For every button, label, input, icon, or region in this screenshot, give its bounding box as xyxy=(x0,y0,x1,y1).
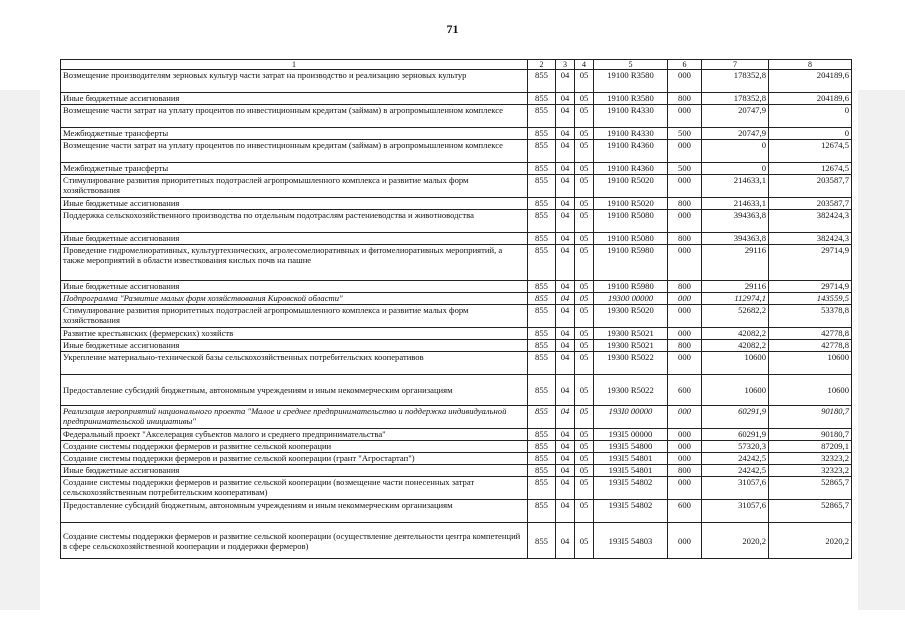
row-amount-2: 2020,2 xyxy=(769,523,852,559)
row-code: 855 xyxy=(528,406,556,429)
row-amount-2: 204189,6 xyxy=(769,93,852,105)
row-code: 855 xyxy=(528,210,556,233)
row-name: Проведение гидромелиоративных, культуртехнических, агролесомелиоративных и фитомелиоративных мероприятий, а также мероприятий в области известкования кислых почв на пашне xyxy=(61,245,528,281)
row-target: 193I5 54802 xyxy=(594,477,668,500)
row-section: 04 xyxy=(556,281,575,293)
row-subsection: 05 xyxy=(575,523,594,559)
row-section: 04 xyxy=(556,429,575,441)
row-name: Укрепление материально-технической базы сельскохозяйственных потребительских кооперативов xyxy=(61,352,528,375)
row-type: 500 xyxy=(668,163,702,175)
table-row xyxy=(61,105,852,128)
table-row xyxy=(61,375,852,406)
row-amount-1: 178352,8 xyxy=(702,70,769,93)
row-name: Создание системы поддержки фермеров и развитие сельской кооперации (осуществление деятельности центра компетенций в сфере сельскохозяйственной кооперации и поддержки фермеров) xyxy=(61,523,528,559)
row-target: 19100 R4330 xyxy=(594,105,668,128)
table-row xyxy=(61,453,852,465)
row-type: 000 xyxy=(668,140,702,163)
row-subsection: 05 xyxy=(575,175,594,198)
row-name: Иные бюджетные ассигнования xyxy=(61,281,528,293)
row-subsection: 05 xyxy=(575,429,594,441)
row-amount-2: 143559,5 xyxy=(769,293,852,305)
row-target: 19100 R4330 xyxy=(594,128,668,140)
row-subsection: 05 xyxy=(575,305,594,328)
row-amount-1: 10600 xyxy=(702,375,769,406)
row-amount-1: 60291,9 xyxy=(702,429,769,441)
row-target: 19100 R3580 xyxy=(594,93,668,105)
row-name: Возмещение части затрат на уплату процентов по инвестиционным кредитам (займам) в агропромышленном комплексе xyxy=(61,140,528,163)
row-section: 04 xyxy=(556,375,575,406)
row-section: 04 xyxy=(556,140,575,163)
table-row xyxy=(61,328,852,340)
row-type: 800 xyxy=(668,465,702,477)
row-target: 19100 R5020 xyxy=(594,175,668,198)
row-code: 855 xyxy=(528,198,556,210)
row-amount-1: 42082,2 xyxy=(702,340,769,352)
row-code: 855 xyxy=(528,245,556,281)
table-row xyxy=(61,429,852,441)
row-amount-2: 10600 xyxy=(769,375,852,406)
row-name: Стимулирование развития приоритетных подотраслей агропромышленного комплекса и развитие малых форм хозяйствования xyxy=(61,175,528,198)
row-amount-1: 24242,5 xyxy=(702,465,769,477)
row-section: 04 xyxy=(556,453,575,465)
row-name: Подпрограмма "Развитие малых форм хозяйствования Кировской области" xyxy=(61,293,528,305)
row-name: Межбюджетные трансферты xyxy=(61,128,528,140)
row-amount-1: 24242,5 xyxy=(702,453,769,465)
row-subsection: 05 xyxy=(575,441,594,453)
row-type: 000 xyxy=(668,352,702,375)
row-type: 000 xyxy=(668,305,702,328)
row-amount-1: 29116 xyxy=(702,245,769,281)
row-code: 855 xyxy=(528,523,556,559)
row-subsection: 05 xyxy=(575,210,594,233)
table-row xyxy=(61,305,852,328)
row-amount-2: 87209,1 xyxy=(769,441,852,453)
table-row xyxy=(61,175,852,198)
row-section: 04 xyxy=(556,163,575,175)
row-name: Иные бюджетные ассигнования xyxy=(61,465,528,477)
column-header: 5 xyxy=(594,60,668,70)
row-section: 04 xyxy=(556,340,575,352)
row-section: 04 xyxy=(556,465,575,477)
row-type: 000 xyxy=(668,441,702,453)
row-target: 19100 R5080 xyxy=(594,210,668,233)
table-row xyxy=(61,163,852,175)
row-subsection: 05 xyxy=(575,281,594,293)
row-amount-1: 52682,2 xyxy=(702,305,769,328)
row-amount-2: 32323,2 xyxy=(769,465,852,477)
row-code: 855 xyxy=(528,281,556,293)
row-code: 855 xyxy=(528,140,556,163)
table-row xyxy=(61,70,852,93)
row-section: 04 xyxy=(556,441,575,453)
row-amount-2: 203587,7 xyxy=(769,175,852,198)
row-amount-1: 394363,8 xyxy=(702,210,769,233)
row-target: 193I5 54801 xyxy=(594,453,668,465)
row-subsection: 05 xyxy=(575,128,594,140)
row-code: 855 xyxy=(528,163,556,175)
row-target: 193I5 54802 xyxy=(594,500,668,523)
row-code: 855 xyxy=(528,233,556,245)
row-name: Предоставление субсидий бюджетным, автономным учреждениям и иным некоммерческим организациям xyxy=(61,500,528,523)
row-amount-2: 204189,6 xyxy=(769,70,852,93)
row-target: 193I5 54800 xyxy=(594,441,668,453)
row-section: 04 xyxy=(556,293,575,305)
row-name: Возмещение части затрат на уплату процентов по инвестиционным кредитам (займам) в агропромышленном комплексе xyxy=(61,105,528,128)
row-amount-1: 0 xyxy=(702,163,769,175)
row-subsection: 05 xyxy=(575,198,594,210)
row-name: Развитие крестьянских (фермерских) хозяйств xyxy=(61,328,528,340)
column-header: 7 xyxy=(702,60,769,70)
table-header-row xyxy=(61,60,852,70)
row-amount-2: 53378,8 xyxy=(769,305,852,328)
row-name: Поддержка сельскохозяйственного производства по отдельным подотраслям растениеводства и животноводства xyxy=(61,210,528,233)
table-row xyxy=(61,441,852,453)
row-amount-1: 214633,1 xyxy=(702,198,769,210)
table-row xyxy=(61,128,852,140)
row-amount-1: 214633,1 xyxy=(702,175,769,198)
table-row xyxy=(61,198,852,210)
row-type: 800 xyxy=(668,281,702,293)
table-row xyxy=(61,281,852,293)
row-amount-2: 42778,8 xyxy=(769,340,852,352)
row-code: 855 xyxy=(528,429,556,441)
row-type: 000 xyxy=(668,477,702,500)
row-section: 04 xyxy=(556,175,575,198)
row-amount-2: 203587,7 xyxy=(769,198,852,210)
row-section: 04 xyxy=(556,233,575,245)
row-subsection: 05 xyxy=(575,233,594,245)
row-name: Иные бюджетные ассигнования xyxy=(61,93,528,105)
table-row xyxy=(61,352,852,375)
row-code: 855 xyxy=(528,105,556,128)
row-type: 000 xyxy=(668,210,702,233)
row-subsection: 05 xyxy=(575,328,594,340)
row-code: 855 xyxy=(528,477,556,500)
row-name: Иные бюджетные ассигнования xyxy=(61,340,528,352)
row-name: Реализация мероприятий национального проекта "Малое и среднее предпринимательство и поддержка индивидуальной предпринимательской инициативы" xyxy=(61,406,528,429)
row-section: 04 xyxy=(556,93,575,105)
row-amount-2: 10600 xyxy=(769,352,852,375)
row-subsection: 05 xyxy=(575,70,594,93)
row-amount-2: 12674,5 xyxy=(769,140,852,163)
row-type: 000 xyxy=(668,523,702,559)
row-target: 193I5 54803 xyxy=(594,523,668,559)
column-header: 6 xyxy=(668,60,702,70)
row-name: Иные бюджетные ассигнования xyxy=(61,233,528,245)
row-target: 193I0 00000 xyxy=(594,406,668,429)
row-subsection: 05 xyxy=(575,163,594,175)
row-amount-2: 42778,8 xyxy=(769,328,852,340)
row-code: 855 xyxy=(528,340,556,352)
row-name: Федеральный проект "Акселерация субъектов малого и среднего предпринимательства" xyxy=(61,429,528,441)
row-amount-2: 382424,3 xyxy=(769,210,852,233)
row-section: 04 xyxy=(556,477,575,500)
scan-noise-right xyxy=(858,90,905,610)
table-row xyxy=(61,245,852,281)
row-name: Стимулирование развития приоритетных подотраслей агропромышленного комплекса и развитие малых форм хозяйствования xyxy=(61,305,528,328)
row-type: 000 xyxy=(668,245,702,281)
row-amount-2: 90180,7 xyxy=(769,406,852,429)
row-target: 19300 R5021 xyxy=(594,340,668,352)
row-subsection: 05 xyxy=(575,406,594,429)
row-amount-1: 10600 xyxy=(702,352,769,375)
row-code: 855 xyxy=(528,70,556,93)
table-row xyxy=(61,465,852,477)
row-amount-1: 20747,9 xyxy=(702,128,769,140)
row-section: 04 xyxy=(556,105,575,128)
row-target: 19100 R5020 xyxy=(594,198,668,210)
table-row xyxy=(61,210,852,233)
row-code: 855 xyxy=(528,128,556,140)
row-subsection: 05 xyxy=(575,340,594,352)
table-row xyxy=(61,93,852,105)
row-code: 855 xyxy=(528,305,556,328)
row-type: 800 xyxy=(668,93,702,105)
row-section: 04 xyxy=(556,500,575,523)
row-type: 000 xyxy=(668,406,702,429)
row-code: 855 xyxy=(528,375,556,406)
row-amount-1: 178352,8 xyxy=(702,93,769,105)
row-section: 04 xyxy=(556,352,575,375)
table-row xyxy=(61,140,852,163)
column-header: 2 xyxy=(528,60,556,70)
row-section: 04 xyxy=(556,245,575,281)
row-section: 04 xyxy=(556,523,575,559)
budget-table xyxy=(60,59,852,559)
row-code: 855 xyxy=(528,352,556,375)
row-subsection: 05 xyxy=(575,453,594,465)
row-type: 000 xyxy=(668,328,702,340)
row-amount-1: 31057,6 xyxy=(702,500,769,523)
scan-noise-left xyxy=(0,90,40,610)
row-target: 19300 00000 xyxy=(594,293,668,305)
row-section: 04 xyxy=(556,305,575,328)
column-header: 8 xyxy=(769,60,852,70)
row-amount-1: 42082,2 xyxy=(702,328,769,340)
row-code: 855 xyxy=(528,453,556,465)
row-amount-2: 29714,9 xyxy=(769,245,852,281)
row-amount-2: 52865,7 xyxy=(769,500,852,523)
row-target: 19100 R4360 xyxy=(594,140,668,163)
table-row xyxy=(61,477,852,500)
row-amount-1: 60291,9 xyxy=(702,406,769,429)
row-code: 855 xyxy=(528,293,556,305)
row-name: Создание системы поддержки фермеров и развитие сельской кооперации xyxy=(61,441,528,453)
row-section: 04 xyxy=(556,70,575,93)
row-amount-2: 0 xyxy=(769,105,852,128)
row-amount-2: 32323,2 xyxy=(769,453,852,465)
row-type: 000 xyxy=(668,175,702,198)
row-amount-2: 382424,3 xyxy=(769,233,852,245)
table-row-subprogram xyxy=(61,293,852,305)
row-subsection: 05 xyxy=(575,293,594,305)
table-row-national-project xyxy=(61,406,852,429)
table-row xyxy=(61,523,852,559)
row-section: 04 xyxy=(556,198,575,210)
page-number: 71 xyxy=(446,22,459,36)
row-type: 800 xyxy=(668,340,702,352)
row-name: Иные бюджетные ассигнования xyxy=(61,198,528,210)
row-code: 855 xyxy=(528,328,556,340)
row-subsection: 05 xyxy=(575,140,594,163)
row-subsection: 05 xyxy=(575,465,594,477)
row-amount-1: 394363,8 xyxy=(702,233,769,245)
row-code: 855 xyxy=(528,500,556,523)
row-target: 19300 R5021 xyxy=(594,328,668,340)
row-subsection: 05 xyxy=(575,477,594,500)
row-target: 19300 R5022 xyxy=(594,352,668,375)
column-header: 3 xyxy=(556,60,575,70)
row-type: 000 xyxy=(668,105,702,128)
row-amount-1: 20747,9 xyxy=(702,105,769,128)
row-name: Возмещение производителям зерновых культур части затрат на производство и реализацию зерновых культур xyxy=(61,70,528,93)
row-section: 04 xyxy=(556,210,575,233)
row-section: 04 xyxy=(556,328,575,340)
row-amount-2: 52865,7 xyxy=(769,477,852,500)
row-name: Создание системы поддержки фермеров и развитие сельской кооперации (возмещение части понесенных затрат сельскохозяйственным потребительским кооперативам) xyxy=(61,477,528,500)
row-subsection: 05 xyxy=(575,500,594,523)
row-target: 19100 R4360 xyxy=(594,163,668,175)
row-type: 000 xyxy=(668,70,702,93)
row-name: Создание системы поддержки фермеров и развитие сельской кооперации (грант "Агростартап") xyxy=(61,453,528,465)
row-name: Предоставление субсидий бюджетным, автономным учреждениям и иным некоммерческим организациям xyxy=(61,375,528,406)
row-amount-1: 2020,2 xyxy=(702,523,769,559)
row-section: 04 xyxy=(556,128,575,140)
row-amount-2: 90180,7 xyxy=(769,429,852,441)
row-type: 500 xyxy=(668,128,702,140)
row-type: 600 xyxy=(668,500,702,523)
row-target: 19100 R5080 xyxy=(594,233,668,245)
row-type: 000 xyxy=(668,293,702,305)
row-subsection: 05 xyxy=(575,352,594,375)
row-code: 855 xyxy=(528,175,556,198)
row-subsection: 05 xyxy=(575,245,594,281)
row-target: 193I5 00000 xyxy=(594,429,668,441)
row-amount-1: 29116 xyxy=(702,281,769,293)
row-amount-1: 0 xyxy=(702,140,769,163)
row-target: 19300 R5022 xyxy=(594,375,668,406)
row-subsection: 05 xyxy=(575,105,594,128)
row-type: 600 xyxy=(668,375,702,406)
table-row xyxy=(61,340,852,352)
row-code: 855 xyxy=(528,441,556,453)
table-row xyxy=(61,500,852,523)
row-amount-2: 29714,9 xyxy=(769,281,852,293)
row-target: 193I5 54801 xyxy=(594,465,668,477)
row-target: 19100 R3580 xyxy=(594,70,668,93)
row-amount-1: 57320,3 xyxy=(702,441,769,453)
row-amount-2: 0 xyxy=(769,128,852,140)
table-row xyxy=(61,233,852,245)
row-amount-1: 112974,1 xyxy=(702,293,769,305)
row-amount-2: 12674,5 xyxy=(769,163,852,175)
row-type: 800 xyxy=(668,233,702,245)
row-type: 000 xyxy=(668,429,702,441)
row-type: 000 xyxy=(668,453,702,465)
column-header: 4 xyxy=(575,60,594,70)
row-subsection: 05 xyxy=(575,375,594,406)
row-target: 19100 R5980 xyxy=(594,245,668,281)
column-header: 1 xyxy=(61,60,528,70)
row-type: 800 xyxy=(668,198,702,210)
row-target: 19100 R5980 xyxy=(594,281,668,293)
row-amount-1: 31057,6 xyxy=(702,477,769,500)
row-section: 04 xyxy=(556,406,575,429)
row-name: Межбюджетные трансферты xyxy=(61,163,528,175)
row-target: 19300 R5020 xyxy=(594,305,668,328)
row-code: 855 xyxy=(528,465,556,477)
row-subsection: 05 xyxy=(575,93,594,105)
row-code: 855 xyxy=(528,93,556,105)
